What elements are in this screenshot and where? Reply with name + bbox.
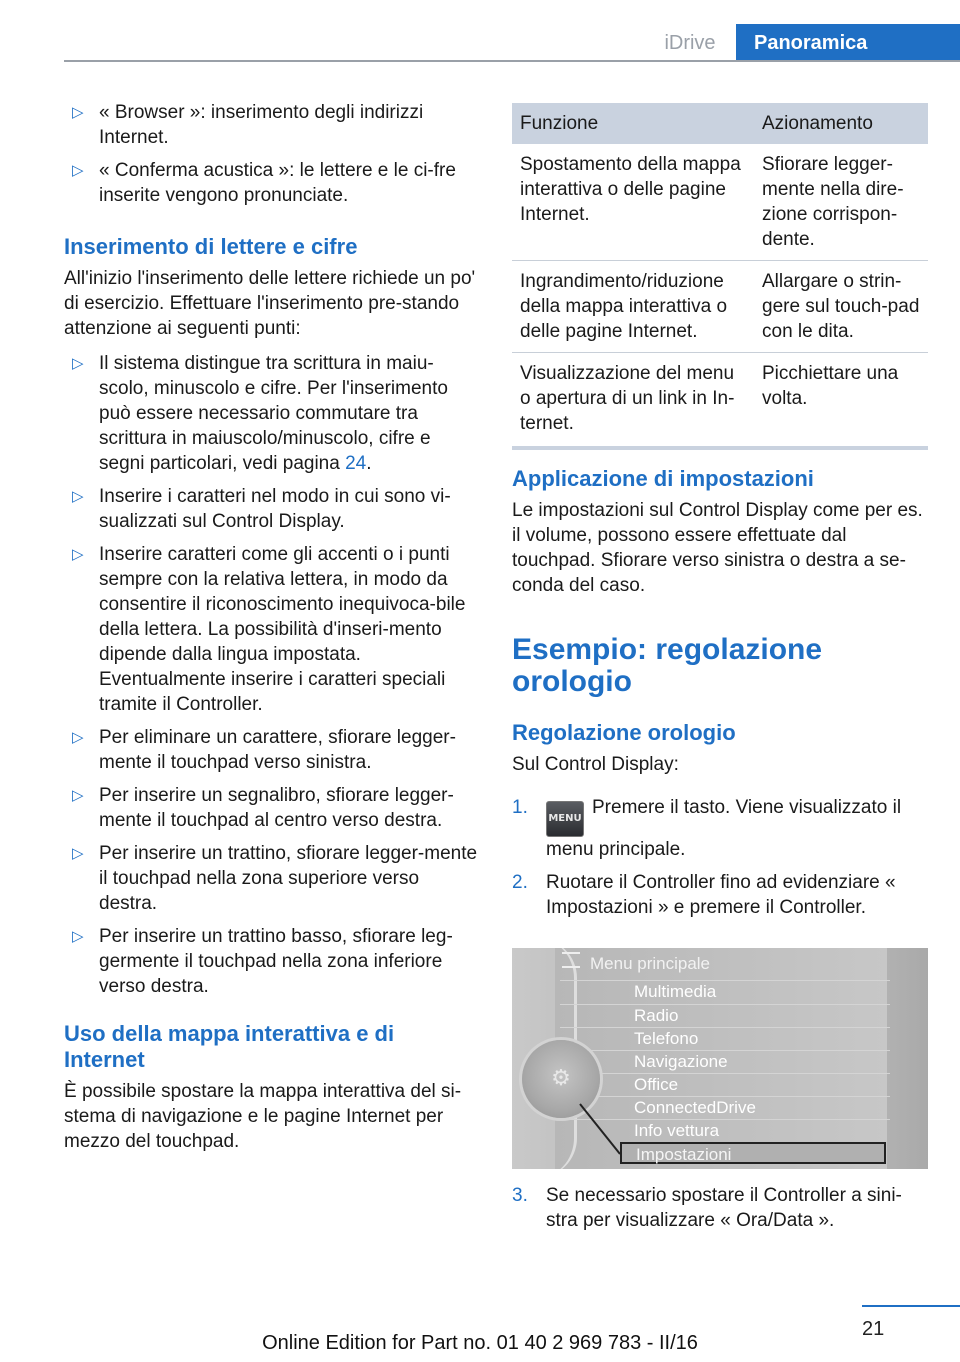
page-number: 21 [862, 1318, 885, 1340]
menu-item-office: Office [560, 1073, 890, 1095]
steps-list [512, 795, 928, 920]
list-item: ▷ Inserire i caratteri nel modo in cui sono vi-sualizzati sul Control Display. [72, 486, 451, 532]
triangle-bullet-icon: ▷ [72, 845, 84, 862]
selection-pointer-line [512, 948, 928, 1169]
paragraph-control-display: Sul Control Display: [512, 754, 679, 775]
triangle-bullet-icon: ▷ [72, 488, 84, 505]
footer-edition: Online Edition for Part no. 01 40 2 969 783 - II/16 [262, 1332, 698, 1354]
touchpad-functions-table [512, 103, 928, 450]
table-cell: Spostamento della mappa interattiva o delle pagine Internet. [512, 144, 754, 261]
table-cell: Ingrandimento/riduzione della mappa interattiva o delle pagine Internet. [512, 261, 754, 353]
list-item: ▷ Il sistema distingue tra scrittura in maiu-scolo, minuscolo e cifre. Per l'inserimento può essere necessario commutare tra scrittura in maiuscolo/minuscolo, cifre e segni particolari, vedi pagina 24. [72, 353, 448, 474]
triangle-bullet-icon: ▷ [72, 104, 84, 121]
intro-bullet-list [64, 100, 480, 208]
table-cell: Picchiettare una volta. [754, 353, 928, 449]
paragraph-apply-settings: Le impostazioni sul Control Display come per es. il volume, possono essere effettuate dal touchpad. Sfiorare verso sinistra o destra a se-conda del caso. [512, 500, 923, 596]
step-item: 3. Se necessario spostare il Controller a sini-stra per visualizzare « Ora/Data ». [512, 1185, 902, 1231]
input-tips-list [64, 351, 480, 999]
heading-clock-setting: Regolazione orologio [512, 720, 736, 745]
step-number: 1. [512, 797, 528, 818]
right-column [512, 466, 928, 928]
list-item: ▷ Per eliminare un carattere, sfiorare legger-mente il touchpad verso sinistra. [72, 727, 456, 773]
menu-item-navigazione: Navigazione [560, 1050, 890, 1072]
triangle-bullet-icon: ▷ [72, 787, 84, 804]
heading-map-internet: Uso della mappa interattiva e di Internet [64, 1021, 395, 1072]
table-cell: Allargare o strin-gere sul touch-pad con le dita. [754, 261, 928, 353]
step-item: 2. Ruotare il Controller fino ad evidenziare « Impostazioni » e premere il Controller. [512, 872, 896, 918]
step-3 [512, 1183, 928, 1241]
gear-icon: ⚙ [551, 1065, 571, 1090]
triangle-bullet-icon: ▷ [72, 546, 84, 563]
table-cell: Visualizzazione del menu o apertura di un link in In-ternet. [512, 353, 754, 449]
menu-item-impostazioni: Impostazioni [620, 1142, 886, 1164]
list-item: ▷ Per inserire un trattino, sfiorare legger-mente il touchpad nella zona superiore verso destra. [72, 843, 478, 914]
table-header-row [512, 103, 928, 144]
triangle-bullet-icon: ▷ [72, 162, 84, 179]
heading-letters-digits: Inserimento di lettere e cifre [64, 234, 358, 259]
header-section-tab: Panoramica [736, 24, 960, 62]
paragraph-map-internet: È possibile spostare la mappa interattiva del si-stema di navigazione e le pagine Internet per mezzo del touchpad. [64, 1081, 462, 1152]
menu-item-connecteddrive: ConnectedDrive [560, 1096, 890, 1118]
heading-clock-example: Esempio: regolazione orologio [512, 633, 823, 698]
list-item: ▷ Inserire caratteri come gli accenti o i punti sempre con la relativa lettera, in modo da consentire il riconoscimento inequivoca-bile della lettera. La possibilità d'inseri-mento dipende dalla lingua impostata. Eventualmente inserire i caratteri speciali tramite il Controller. [72, 544, 466, 715]
step-item: 1. MENUPremere il tasto. Viene visualizzato il menu principale. [512, 797, 902, 860]
menu-item-telefono: Telefono [560, 1027, 890, 1049]
list-item: ▷ « Conferma acustica »: le lettere e le ci-fre inserite vengono pronunciate. [72, 160, 456, 206]
triangle-bullet-icon: ▷ [72, 355, 84, 372]
header-divider [64, 60, 960, 62]
menu-item-multimedia: Multimedia [560, 980, 890, 1002]
table-cell: Sfiorare legger-mente nella dire-zione corrispon-dente. [754, 144, 928, 261]
table-row [512, 353, 928, 449]
steps-list-continued [512, 1183, 928, 1233]
column-header-operation: Azionamento [754, 103, 928, 144]
triangle-bullet-icon: ▷ [72, 729, 84, 746]
step-number: 2. [512, 872, 528, 893]
paragraph-letters-intro: All'inizio l'inserimento delle lettere richiede un po' di esercizio. Effettuare l'inserimento pre-stando attenzione ai seguenti punti: [64, 268, 476, 339]
list-item: ▷ Per inserire un segnalibro, sfiorare legger-mente il touchpad al centro verso destra. [72, 785, 454, 831]
menu-button-icon: MENU [546, 801, 584, 837]
header-section-label: iDrive [664, 32, 716, 54]
page-link[interactable]: 24 [345, 453, 367, 474]
left-column [64, 100, 480, 1154]
menu-item-radio: Radio [560, 1004, 890, 1026]
list-item: ▷ « Browser »: inserimento degli indirizzi Internet. [72, 102, 424, 148]
heading-apply-settings: Applicazione di impostazioni [512, 466, 814, 491]
step-number: 3. [512, 1185, 528, 1206]
list-item: ▷ Per inserire un trattino basso, sfiorare leg-germente il touchpad nella zona inferiore verso destra. [72, 926, 453, 997]
menu-title: Menu principale [562, 952, 710, 974]
footer-divider [862, 1305, 960, 1307]
table-row [512, 261, 928, 353]
table-row [512, 144, 928, 261]
triangle-bullet-icon: ▷ [72, 928, 84, 945]
control-display-screenshot [512, 948, 928, 1169]
column-header-function: Funzione [512, 103, 754, 144]
menu-item-info-vettura: Info vettura [560, 1119, 890, 1141]
